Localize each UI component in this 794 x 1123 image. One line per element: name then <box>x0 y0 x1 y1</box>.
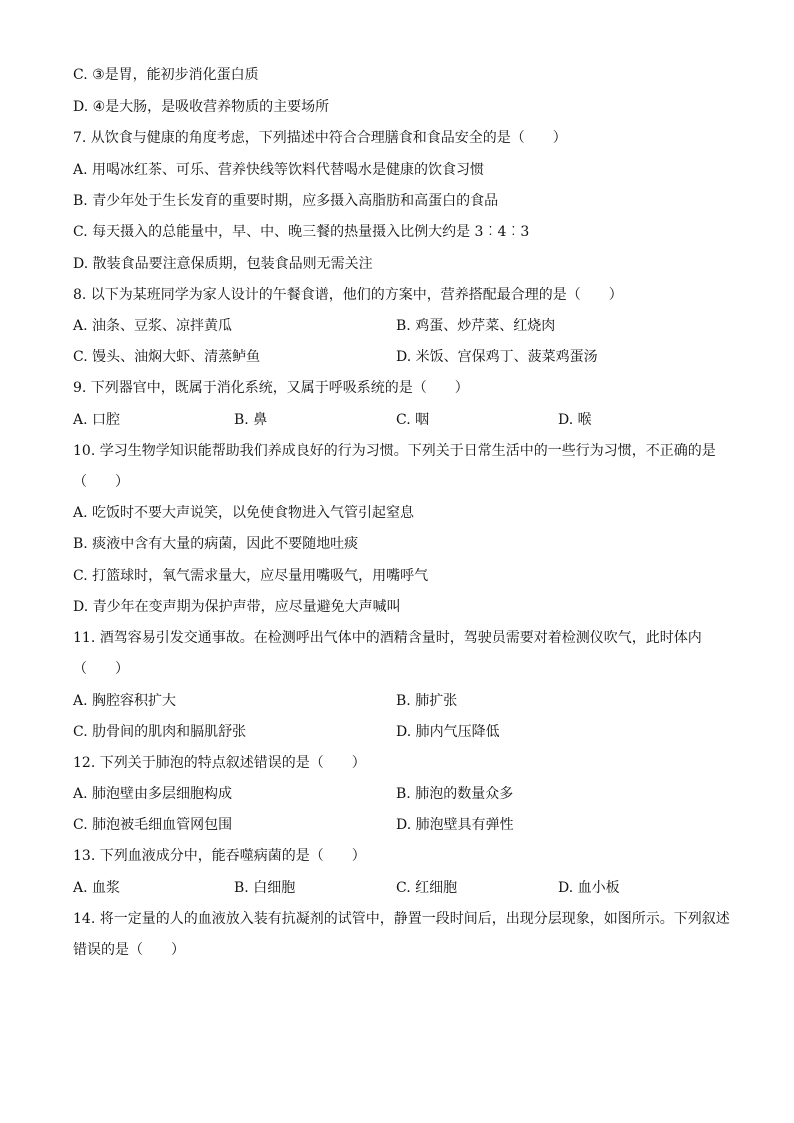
q9-option-a: A. 口腔 <box>73 412 121 428</box>
q6-option-d: D. ④是大肠，是吸收营养物质的主要场所 <box>73 99 330 115</box>
q7-option-d: D. 散装食品要注意保质期，包装食品则无需关注 <box>73 256 373 272</box>
question-11-paren: （ ） <box>73 661 129 677</box>
q8-option-d: D. 米饭、宫保鸡丁、菠菜鸡蛋汤 <box>396 349 598 365</box>
q9-option-c: C. 咽 <box>396 412 430 428</box>
question-7: 7. 从饮食与健康的角度考虑，下列描述中符合合理膳食和食品安全的是（ ） <box>73 130 567 146</box>
question-9: 9. 下列器官中，既属于消化系统，又属于呼吸系统的是（ ） <box>73 380 469 396</box>
q7-option-c: C. 每天摄入的总能量中，早、中、晚三餐的热量摄入比例大约是 3︰4︰3 <box>73 224 530 240</box>
q11-option-a: A. 胸腔容积扩大 <box>73 693 177 709</box>
question-10: 10. 学习生物学知识能帮助我们养成良好的行为习惯。下列关于日常生活中的一些行为习惯，不正确的是 <box>73 443 716 459</box>
q10-option-c: C. 打篮球时，氧气需求量大，应尽量用嘴吸气，用嘴呼气 <box>73 568 429 584</box>
q10-option-d: D. 青少年在变声期为保护声带，应尽量避免大声喊叫 <box>73 599 401 615</box>
q11-option-b: B. 肺扩张 <box>396 693 458 709</box>
question-12: 12. 下列关于肺泡的特点叙述错误的是（ ） <box>73 755 366 771</box>
question-14-cont: 错误的是（ ） <box>73 942 185 958</box>
q6-option-c: C. ③是胃，能初步消化蛋白质 <box>73 67 259 83</box>
q13-option-c: C. 红细胞 <box>396 880 458 896</box>
q11-option-d: D. 肺内气压降低 <box>396 724 500 740</box>
q10-option-a: A. 吃饭时不要大声说笑，以免使食物进入气管引起窒息 <box>73 505 415 521</box>
question-13: 13. 下列血液成分中，能吞噬病菌的是（ ） <box>73 848 366 864</box>
q11-option-c: C. 肋骨间的肌肉和膈肌舒张 <box>73 724 247 740</box>
question-11: 11. 酒驾容易引发交通事故。在检测呼出气体中的酒精含量时，驾驶员需要对着检测仪吹气，此时体内 <box>73 630 702 646</box>
q7-option-b: B. 青少年处于生长发育的重要时期，应多摄入高脂肪和高蛋白的食品 <box>73 193 499 209</box>
q8-option-a: A. 油条、豆浆、凉拌黄瓜 <box>73 318 233 334</box>
q12-option-a: A. 肺泡壁由多层细胞构成 <box>73 786 233 802</box>
q13-option-a: A. 血浆 <box>73 880 121 896</box>
q8-option-b: B. 鸡蛋、炒芹菜、红烧肉 <box>396 318 556 334</box>
q9-option-b: B. 鼻 <box>234 412 268 428</box>
question-14: 14. 将一定量的人的血液放入装有抗凝剂的试管中，静置一段时间后，出现分层现象，如图所示。下列叙述 <box>73 911 730 927</box>
q10-option-b: B. 痰液中含有大量的病菌，因此不要随地吐痰 <box>73 536 359 552</box>
q13-option-b: B. 白细胞 <box>234 880 296 896</box>
q8-option-c: C. 馒头、油焖大虾、清蒸鲈鱼 <box>73 349 261 365</box>
q12-option-b: B. 肺泡的数量众多 <box>396 786 514 802</box>
q12-option-c: C. 肺泡被毛细血管网包围 <box>73 817 233 833</box>
q7-option-a: A. 用喝冰红茶、可乐、营养快线等饮料代替喝水是健康的饮食习惯 <box>73 162 485 178</box>
question-8: 8. 以下为某班同学为家人设计的午餐食谱，他们的方案中，营养搭配最合理的是（ ） <box>73 287 623 303</box>
q13-option-d: D. 血小板 <box>558 880 620 896</box>
question-10-paren: （ ） <box>73 474 129 490</box>
q12-option-d: D. 肺泡壁具有弹性 <box>396 817 514 833</box>
q9-option-d: D. 喉 <box>558 412 592 428</box>
